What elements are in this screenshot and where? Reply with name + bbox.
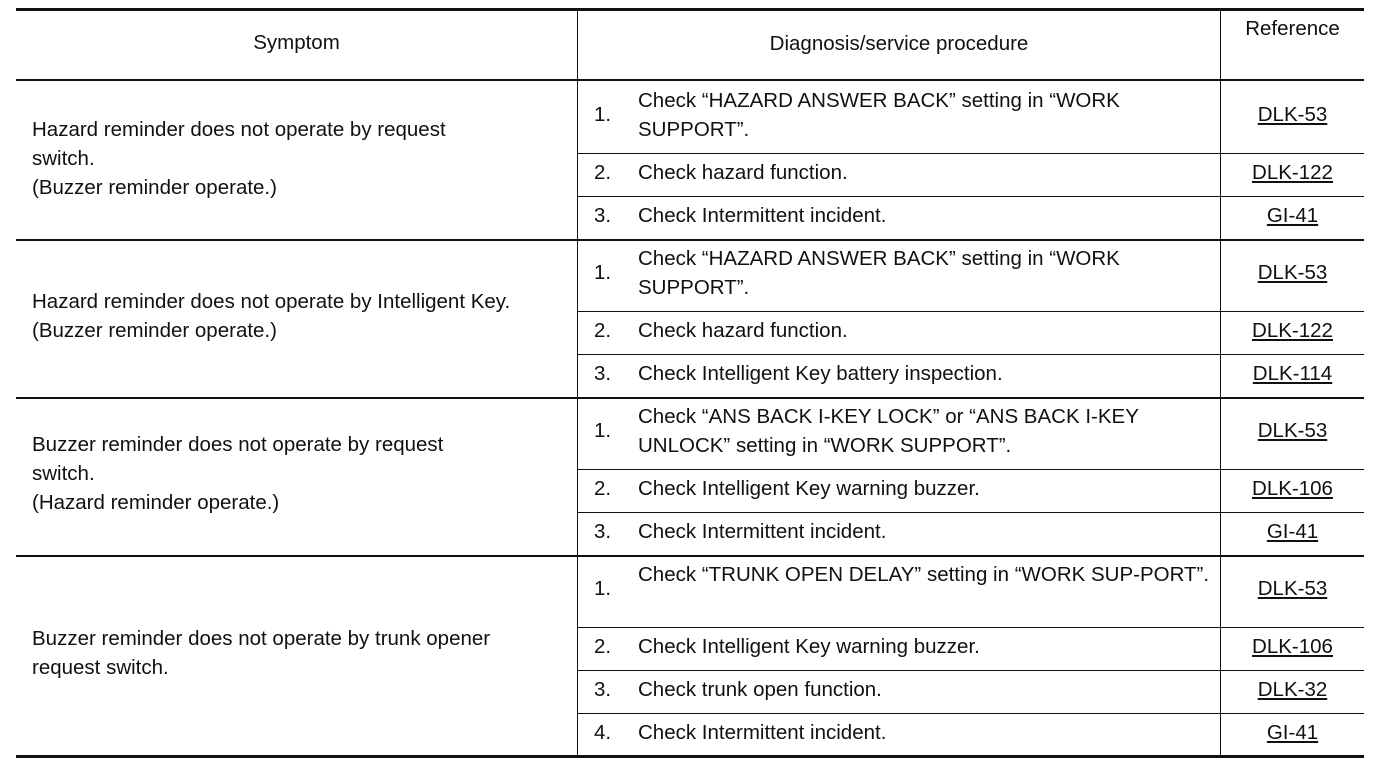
reference-link[interactable]: DLK-122 — [1252, 161, 1333, 184]
step-rule — [577, 512, 1364, 513]
step-text: Check Intermittent incident. — [638, 204, 887, 227]
step-rule — [577, 311, 1364, 312]
step-number: 2. — [594, 477, 612, 500]
reference-link[interactable]: DLK-114 — [1252, 362, 1333, 385]
step-number: 4. — [594, 721, 612, 744]
step-text: Check “TRUNK OPEN DELAY” setting in “WORK SUP-PORT”. — [638, 563, 1210, 586]
step-number: 1. — [594, 103, 612, 126]
diagnosis-table — [16, 0, 1364, 768]
symptom-cell: Buzzer reminder does not operate by request switch. (Hazard reminder operate.) — [32, 433, 444, 514]
reference-link[interactable]: GI-41 — [1266, 520, 1319, 543]
step-number: 1. — [594, 419, 612, 442]
step-rule — [577, 469, 1364, 470]
symptom-cell: Buzzer reminder does not operate by trunk opener request switch. — [32, 627, 491, 679]
reference-link[interactable]: DLK-106 — [1252, 635, 1333, 658]
step-number: 3. — [594, 204, 612, 227]
reference-link[interactable]: DLK-53 — [1257, 419, 1328, 442]
header-symptom: Symptom — [253, 31, 340, 54]
step-number: 1. — [594, 261, 612, 284]
group-rule — [16, 555, 1364, 557]
step-text: Check Intelligent Key battery inspection. — [638, 362, 1003, 385]
step-number: 3. — [594, 362, 612, 385]
group-rule — [16, 239, 1364, 241]
header-reference: Reference — [1245, 17, 1340, 40]
step-rule — [577, 196, 1364, 197]
reference-link[interactable]: DLK-53 — [1257, 261, 1328, 284]
step-number: 2. — [594, 319, 612, 342]
step-rule — [577, 670, 1364, 671]
step-text: Check Intermittent incident. — [638, 520, 887, 543]
header-procedure: Diagnosis/service procedure — [769, 32, 1029, 55]
reference-link[interactable]: GI-41 — [1266, 204, 1319, 227]
reference-link[interactable]: GI-41 — [1266, 721, 1319, 744]
step-text: Check Intelligent Key warning buzzer. — [638, 477, 980, 500]
reference-link[interactable]: DLK-53 — [1257, 577, 1328, 600]
reference-link[interactable]: DLK-32 — [1257, 678, 1328, 701]
step-text: Check “ANS BACK I-KEY LOCK” or “ANS BACK I-KEY UNLOCK” setting in “WORK SUPPORT”. — [638, 405, 1139, 457]
reference-link[interactable]: DLK-106 — [1252, 477, 1333, 500]
step-rule — [577, 153, 1364, 154]
symptom-cell: Hazard reminder does not operate by request switch. (Buzzer reminder operate.) — [32, 118, 446, 199]
group-rule — [16, 397, 1364, 399]
step-number: 3. — [594, 678, 612, 701]
step-rule — [577, 713, 1364, 714]
reference-link[interactable]: DLK-122 — [1252, 319, 1333, 342]
step-rule — [577, 354, 1364, 355]
header-bottom-rule — [16, 79, 1364, 81]
step-rule — [577, 627, 1364, 628]
step-text: Check trunk open function. — [638, 678, 882, 701]
table-top-rule — [16, 8, 1364, 11]
reference-link[interactable]: DLK-53 — [1257, 103, 1328, 126]
step-text: Check Intermittent incident. — [638, 721, 887, 744]
step-text: Check Intelligent Key warning buzzer. — [638, 635, 980, 658]
step-number: 3. — [594, 520, 612, 543]
step-number: 1. — [594, 577, 612, 600]
step-text: Check hazard function. — [638, 319, 848, 342]
step-text: Check hazard function. — [638, 161, 848, 184]
step-number: 2. — [594, 161, 612, 184]
column-divider — [577, 10, 578, 756]
table-bottom-rule — [16, 755, 1364, 758]
step-number: 2. — [594, 635, 612, 658]
step-text: Check “HAZARD ANSWER BACK” setting in “WORK SUPPORT”. — [638, 247, 1120, 299]
step-text: Check “HAZARD ANSWER BACK” setting in “WORK SUPPORT”. — [638, 89, 1120, 141]
symptom-cell: Hazard reminder does not operate by Intelligent Key. (Buzzer reminder operate.) — [32, 290, 511, 342]
